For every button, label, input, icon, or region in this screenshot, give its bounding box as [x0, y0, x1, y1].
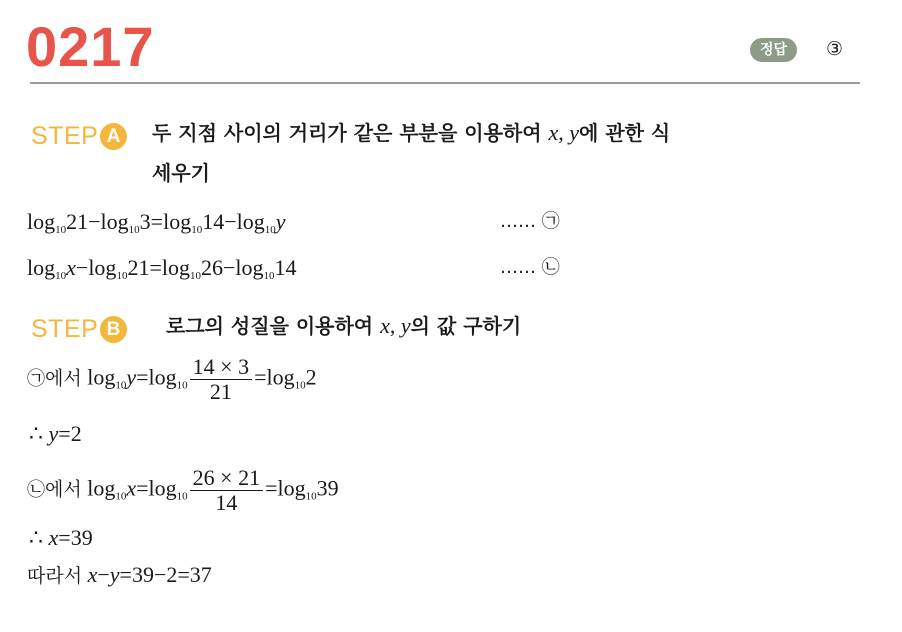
solution-line-1: ㉠에서 $\log_{10}y=\log_{10}$ $\frac{14 \times 3}{21}$ $=\log_{10}2$: [27, 354, 317, 404]
step-b-text: STEP: [31, 315, 99, 343]
equation-2: $\log_{10}x-\log_{10}21=\log_{10}26-\log_{10}14$: [27, 255, 297, 282]
step-a-title: [152, 117, 670, 149]
step-a-var-x: x: [548, 120, 559, 145]
answer-value: ③: [826, 38, 844, 60]
step-a-letter-badge: A: [100, 123, 127, 150]
solution-line-3: ㉡에서 $\log_{10}x=\log_{10}$ $\frac{26 \times 21}{14}$ $=\log_{10}39$: [27, 465, 339, 515]
header-divider: [30, 82, 860, 84]
equation-1: $\log_{10}21-\log_{10}3=\log_{10}14-\log_{10}y$: [27, 209, 286, 236]
fraction-2: $\frac{26 \times 21}{14}$: [190, 466, 263, 515]
solution-line-4: ∴ x=39: [29, 525, 93, 550]
step-a-comma: ,: [558, 120, 564, 145]
problem-number: 0217: [26, 15, 155, 78]
step-a-text: STEP: [31, 122, 99, 150]
equation-1-marker: …… ㉠: [500, 211, 560, 232]
step-a-title-line2: 세우기: [152, 161, 210, 185]
answer-badge: 정답: [750, 38, 797, 62]
step-b-letter-badge: B: [100, 316, 127, 343]
step-a-var-y: y: [569, 120, 580, 145]
step-a-title-part2: 에 관한 식: [579, 121, 671, 145]
step-b-title-part2: 의 값 구하기: [410, 314, 522, 338]
solution-line-5: 따라서 x−y=39−2=37: [27, 562, 212, 587]
solution-line-2: ∴ y=2: [29, 421, 82, 446]
step-b-title-part1: 로그의 성질을 이용하여: [166, 314, 374, 338]
equation-2-marker: …… ㉡: [500, 257, 560, 278]
step-a-title-part1: 두 지점 사이의 거리가 같은 부분을 이용하여: [152, 121, 542, 145]
step-a-label: [31, 120, 127, 152]
step-b-var-x: x: [380, 313, 390, 338]
step-b-title: 로그의 성질을 이용하여 x, y의 값 구하기: [166, 313, 522, 338]
step-b-var-y: y: [400, 313, 411, 338]
step-b-label: [31, 313, 127, 345]
fraction-1: $\frac{14 \times 3}{21}$: [190, 355, 252, 404]
